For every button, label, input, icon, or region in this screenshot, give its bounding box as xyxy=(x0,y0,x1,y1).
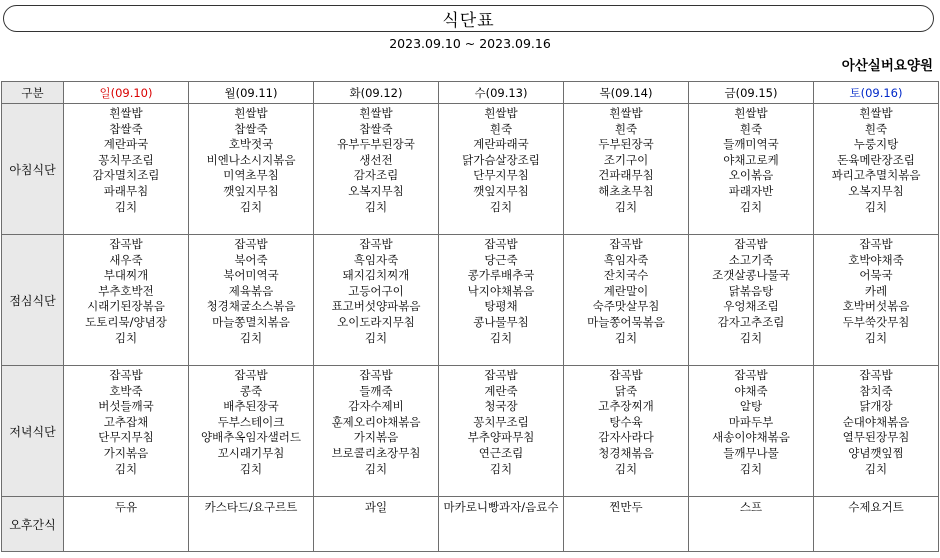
menu-item: 오복지무침 xyxy=(848,183,904,198)
day-header-row xyxy=(2,82,939,104)
menu-item: 오복지무침 xyxy=(348,183,404,198)
menu-item: 파래자반 xyxy=(728,183,774,198)
menu-cell xyxy=(564,497,689,552)
menu-cell xyxy=(564,104,689,235)
menu-item: 흰쌀밥 xyxy=(859,106,893,120)
menu-item: 두부쑥갓무침 xyxy=(842,314,910,329)
menu-item: 청국장 xyxy=(484,399,518,414)
menu-item: 두부된장국 xyxy=(598,137,654,152)
menu-item: 제육볶음 xyxy=(228,283,274,298)
menu-item: 야채죽 xyxy=(734,383,768,398)
menu-item: 청경채볶음 xyxy=(598,445,654,460)
snack-item: 과일 xyxy=(364,500,388,514)
menu-item: 흰죽 xyxy=(489,121,513,136)
menu-item: 콩죽 xyxy=(239,383,263,398)
menu-cell xyxy=(439,104,564,235)
menu-item: 도토리묵/양념장 xyxy=(85,314,167,329)
menu-item: 새우죽 xyxy=(109,252,143,267)
menu-item: 두부스테이크 xyxy=(217,414,285,429)
facility-name: 아산실버요양원 xyxy=(841,58,933,74)
menu-item: 브로콜리초장무침 xyxy=(331,445,421,460)
menu-item: 조기구이 xyxy=(603,152,649,167)
menu-item: 잡곡밥 xyxy=(359,368,393,382)
menu-item: 깻잎지무침 xyxy=(223,183,279,198)
menu-item: 흑임자죽 xyxy=(353,252,399,267)
menu-cell xyxy=(689,497,814,552)
menu-item: 흰쌀밥 xyxy=(734,106,768,120)
menu-item: 카레 xyxy=(864,283,888,298)
meal-label: 오후간식 xyxy=(2,497,64,552)
menu-item: 버섯들깨국 xyxy=(98,399,154,414)
menu-item: 감자수제비 xyxy=(348,399,404,414)
menu-cell xyxy=(64,235,189,366)
menu-table xyxy=(1,81,939,552)
menu-item: 김치 xyxy=(614,199,638,214)
menu-cell xyxy=(314,235,439,366)
menu-item: 부대찌개 xyxy=(103,268,149,283)
menu-item: 해초초무침 xyxy=(598,183,654,198)
menu-cell xyxy=(314,104,439,235)
menu-cell xyxy=(689,104,814,235)
menu-item: 감자멸치조림 xyxy=(92,168,160,183)
menu-item: 김치 xyxy=(114,330,138,345)
menu-cell xyxy=(189,104,314,235)
menu-item: 야채고로케 xyxy=(723,152,779,167)
menu-item: 당근죽 xyxy=(484,252,518,267)
menu-cell xyxy=(189,497,314,552)
menu-item: 흰쌀밥 xyxy=(234,106,268,120)
menu-item: 파래무침 xyxy=(103,183,149,198)
menu-item: 흰쌀밥 xyxy=(109,106,143,120)
menu-item: 흰쌀밥 xyxy=(609,106,643,120)
title-text: 식단표 xyxy=(442,11,495,31)
menu-item: 닭가슴살장조림 xyxy=(462,152,540,167)
menu-item: 흰쌀밥 xyxy=(359,106,393,120)
menu-cell xyxy=(439,235,564,366)
snack-row xyxy=(2,497,939,552)
menu-item: 생선전 xyxy=(359,152,393,167)
menu-item: 꽈리고추멸치볶음 xyxy=(831,168,921,183)
menu-item: 흰쌀밥 xyxy=(484,106,518,120)
menu-item: 누룽지탕 xyxy=(853,137,899,152)
menu-item: 단무지무침 xyxy=(473,168,529,183)
menu-item: 어묵국 xyxy=(859,268,893,283)
menu-cell xyxy=(814,104,939,235)
menu-item: 닭개장 xyxy=(859,399,893,414)
day-header-sat: 토(09.16) xyxy=(814,82,939,104)
menu-item: 돼지김치찌개 xyxy=(342,268,410,283)
menu-item: 돈육메란장조림 xyxy=(837,152,915,167)
menu-item: 조갯살콩나물국 xyxy=(712,268,790,283)
menu-item: 들깨무나물 xyxy=(723,445,779,460)
menu-item: 김치 xyxy=(489,461,513,476)
meal-label: 저녁식단 xyxy=(2,366,64,497)
menu-cell xyxy=(689,366,814,497)
menu-item: 닭죽 xyxy=(614,383,638,398)
menu-item: 잡곡밥 xyxy=(109,368,143,382)
snack-item: 두유 xyxy=(114,500,138,514)
menu-item: 시래기된장볶음 xyxy=(87,299,165,314)
day-header-thu: 목(09.14) xyxy=(564,82,689,104)
menu-item: 가지볶음 xyxy=(353,430,399,445)
menu-cell xyxy=(189,235,314,366)
menu-period: 2023.09.10 ~ 2023.09.16 xyxy=(389,36,551,51)
menu-cell xyxy=(564,235,689,366)
menu-item: 잡곡밥 xyxy=(859,237,893,251)
menu-item: 열무된장무침 xyxy=(842,430,910,445)
menu-item: 숙주맛살무침 xyxy=(592,299,660,314)
menu-item: 김치 xyxy=(864,199,888,214)
menu-item: 김치 xyxy=(739,199,763,214)
menu-cell xyxy=(314,497,439,552)
menu-item: 김치 xyxy=(364,461,388,476)
menu-item: 김치 xyxy=(864,330,888,345)
menu-item: 부추호박전 xyxy=(98,283,154,298)
menu-item: 참치죽 xyxy=(859,383,893,398)
day-header-sun: 일(09.10) xyxy=(64,82,189,104)
menu-item: 잡곡밥 xyxy=(484,237,518,251)
menu-item: 고추장찌개 xyxy=(598,399,654,414)
menu-item: 유부두부된장국 xyxy=(337,137,415,152)
menu-item: 꽁치무조림 xyxy=(98,152,154,167)
menu-item: 잡곡밥 xyxy=(734,368,768,382)
meal-label: 아침식단 xyxy=(2,104,64,235)
menu-item: 잡곡밥 xyxy=(484,368,518,382)
menu-item: 흰죽 xyxy=(739,121,763,136)
menu-item: 탕평채 xyxy=(484,299,518,314)
menu-item: 잡곡밥 xyxy=(609,237,643,251)
menu-item: 표고버섯양파볶음 xyxy=(331,299,421,314)
day-header-wed: 수(09.13) xyxy=(439,82,564,104)
menu-item: 가지볶음 xyxy=(103,445,149,460)
menu-item: 마늘쫑어묵볶음 xyxy=(587,314,665,329)
snack-item: 마카로니빵과자/음료수 xyxy=(443,500,559,514)
menu-item: 찹쌀죽 xyxy=(109,121,143,136)
menu-item: 김치 xyxy=(614,461,638,476)
menu-item: 흰죽 xyxy=(864,121,888,136)
menu-cell xyxy=(64,366,189,497)
menu-item: 건파래무침 xyxy=(598,168,654,183)
menu-item: 김치 xyxy=(114,461,138,476)
menu-cell xyxy=(64,497,189,552)
menu-item: 훈제오리야채볶음 xyxy=(331,414,421,429)
page-title xyxy=(3,5,934,32)
menu-item: 순대야채볶음 xyxy=(842,414,910,429)
snack-item: 스프 xyxy=(739,500,763,514)
menu-cell xyxy=(814,497,939,552)
menu-item: 마늘쫑멸치볶음 xyxy=(212,314,290,329)
menu-item: 배추된장국 xyxy=(223,399,279,414)
menu-item: 김치 xyxy=(239,461,263,476)
menu-item: 탕수육 xyxy=(609,414,643,429)
snack-item: 카스타드/요구르트 xyxy=(204,500,298,514)
menu-item: 찹쌀죽 xyxy=(234,121,268,136)
menu-item: 청경채굴소스볶음 xyxy=(206,299,296,314)
menu-item: 알탕 xyxy=(739,399,763,414)
menu-item: 양배추옥임자샐러드 xyxy=(201,430,301,445)
menu-cell xyxy=(814,366,939,497)
menu-item: 우엉채조림 xyxy=(723,299,779,314)
menu-item: 낙지야채볶음 xyxy=(467,283,535,298)
menu-item: 비엔나소시지볶음 xyxy=(206,152,296,167)
dinner-row xyxy=(2,366,939,497)
menu-item: 감자조림 xyxy=(353,168,399,183)
menu-item: 부추양파무침 xyxy=(467,430,535,445)
menu-item: 고추잡채 xyxy=(103,414,149,429)
menu-cell xyxy=(314,366,439,497)
menu-item: 콩나물무침 xyxy=(473,314,529,329)
menu-item: 흑임자죽 xyxy=(603,252,649,267)
menu-item: 잡곡밥 xyxy=(734,237,768,251)
menu-item: 감자고추조림 xyxy=(717,314,785,329)
menu-cell xyxy=(64,104,189,235)
meal-label: 점심식단 xyxy=(2,235,64,366)
corner-label: 구분 xyxy=(2,82,64,104)
day-header-tue: 화(09.12) xyxy=(314,82,439,104)
menu-item: 고등어구이 xyxy=(348,283,404,298)
menu-item: 잡곡밥 xyxy=(234,237,268,251)
menu-item: 새송이야채볶음 xyxy=(712,430,790,445)
menu-item: 김치 xyxy=(364,330,388,345)
menu-item: 김치 xyxy=(739,461,763,476)
menu-item: 들깨미역국 xyxy=(723,137,779,152)
menu-cell xyxy=(814,235,939,366)
menu-item: 잡곡밥 xyxy=(609,368,643,382)
menu-item: 김치 xyxy=(614,330,638,345)
menu-item: 잡곡밥 xyxy=(859,368,893,382)
menu-item: 김치 xyxy=(489,330,513,345)
menu-item: 호박젓국 xyxy=(228,137,274,152)
menu-item: 계란파국 xyxy=(103,137,149,152)
menu-item: 김치 xyxy=(239,330,263,345)
menu-item: 김치 xyxy=(739,330,763,345)
menu-item: 마파두부 xyxy=(728,414,774,429)
menu-item: 미역초무침 xyxy=(223,168,279,183)
menu-item: 호박야채죽 xyxy=(848,252,904,267)
menu-item: 잡곡밥 xyxy=(234,368,268,382)
menu-item: 잔치국수 xyxy=(603,268,649,283)
menu-cell xyxy=(439,497,564,552)
menu-item: 김치 xyxy=(364,199,388,214)
menu-item: 북어죽 xyxy=(234,252,268,267)
menu-cell xyxy=(689,235,814,366)
menu-item: 호박버섯볶음 xyxy=(842,299,910,314)
menu-item: 북어미역국 xyxy=(223,268,279,283)
menu-item: 계란죽 xyxy=(484,383,518,398)
day-header-fri: 금(09.15) xyxy=(689,82,814,104)
menu-item: 양념깻잎찜 xyxy=(848,445,904,460)
menu-cell xyxy=(439,366,564,497)
menu-item: 흰죽 xyxy=(614,121,638,136)
menu-item: 김치 xyxy=(864,461,888,476)
menu-item: 잡곡밥 xyxy=(109,237,143,251)
menu-item: 소고기죽 xyxy=(728,252,774,267)
breakfast-row xyxy=(2,104,939,235)
menu-item: 김치 xyxy=(489,199,513,214)
menu-item: 들깨죽 xyxy=(359,383,393,398)
menu-item: 연근조림 xyxy=(478,445,524,460)
lunch-row xyxy=(2,235,939,366)
menu-item: 깻잎지무침 xyxy=(473,183,529,198)
menu-item: 호박죽 xyxy=(109,383,143,398)
menu-item: 계란파래국 xyxy=(473,137,529,152)
menu-item: 감자사라다 xyxy=(598,430,654,445)
menu-item: 잡곡밥 xyxy=(359,237,393,251)
menu-item: 김치 xyxy=(239,199,263,214)
menu-item: 오이볶음 xyxy=(728,168,774,183)
menu-item: 찹쌀죽 xyxy=(359,121,393,136)
menu-item: 김치 xyxy=(114,199,138,214)
menu-item: 꽁치무조림 xyxy=(473,414,529,429)
day-header-mon: 월(09.11) xyxy=(189,82,314,104)
menu-item: 닭볶음탕 xyxy=(728,283,774,298)
snack-item: 찐만두 xyxy=(609,500,643,514)
menu-cell xyxy=(564,366,689,497)
snack-item: 수제요거트 xyxy=(848,500,904,514)
menu-item: 콩가루배추국 xyxy=(467,268,535,283)
menu-cell xyxy=(189,366,314,497)
menu-item: 단무지무침 xyxy=(98,430,154,445)
menu-item: 꼬시래기무침 xyxy=(217,445,285,460)
menu-item: 오이도라지무침 xyxy=(337,314,415,329)
menu-item: 계란말이 xyxy=(603,283,649,298)
